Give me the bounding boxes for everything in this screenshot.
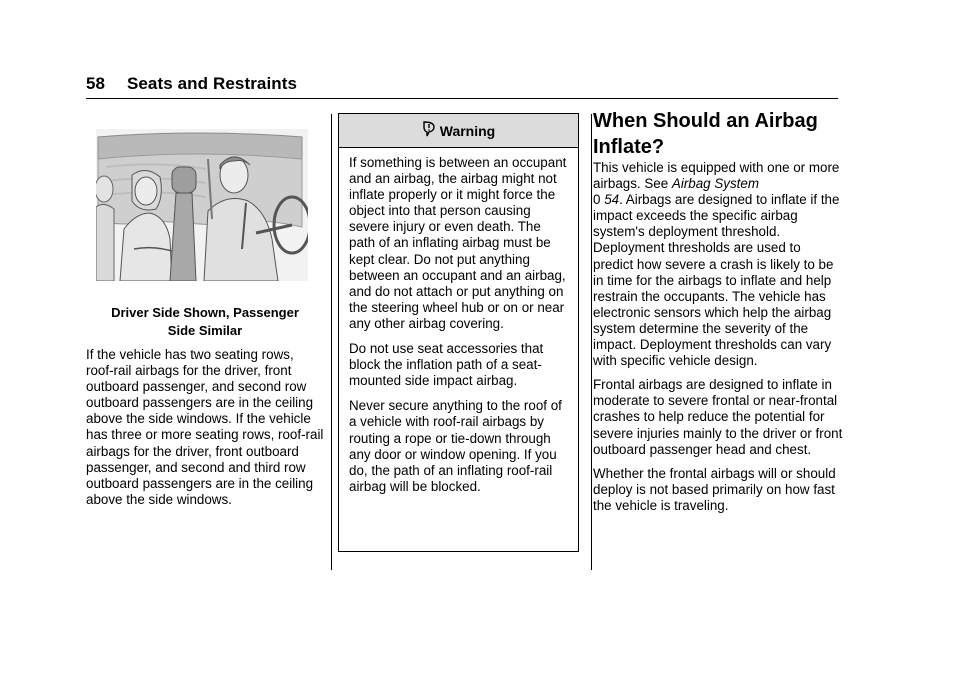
caption-line: Driver Side Shown, Passenger bbox=[111, 305, 299, 320]
body-paragraph: Whether the frontal airbags will or should deploy is not based primarily on how fast the vehicle is traveling. bbox=[593, 465, 836, 513]
page-number: 58 bbox=[86, 74, 106, 93]
body-paragraph: Frontal airbags are designed to inflate in moderate to severe frontal or near-frontal crashes to help reduce the potential for severe injuries mainly to the driver or front outboard passenger head and chest. bbox=[593, 377, 843, 457]
warning-title: Warning bbox=[439, 122, 496, 139]
airbag-illustration bbox=[96, 129, 308, 281]
warning-paragraph: Do not use seat accessories that block the inflation path of a seat-mounted side impact airbag. bbox=[349, 341, 544, 389]
body-paragraph bbox=[593, 160, 843, 369]
text-run: This vehicle is equipped with one or more airbags. See bbox=[593, 160, 840, 192]
header-rule bbox=[86, 98, 838, 99]
column-divider bbox=[331, 114, 332, 570]
warning-box bbox=[338, 113, 579, 552]
caption-line: Side Similar bbox=[167, 323, 243, 338]
page-ref-icon: 0 bbox=[593, 192, 601, 208]
column-divider bbox=[591, 114, 592, 570]
body-paragraph: If the vehicle has two seating rows, roof-rail airbags for the driver, front outboard passenger, and second row outboard passengers are in the ceiling above the side windows. If the vehicle has three or more seating rows, roof-rail airbags for the driver, front outboard passenger, and second and third row outboard passengers are in the ceiling above the side windows. bbox=[86, 347, 324, 507]
section-title: Seats and Restraints bbox=[126, 74, 298, 93]
right-column bbox=[593, 160, 843, 522]
warning-body bbox=[339, 148, 578, 495]
page-header bbox=[86, 74, 838, 94]
warning-header bbox=[339, 114, 578, 148]
text-run: . Airbags are designed to inflate if the impact exceeds the specific airbag system's deployment threshold. Deployment thresholds are used to predict how severe a crash is likely to be in time for the airbags to inflate and help restrain the occupants. The vehicle has electronic sensors which help the airbag system determine the severity of the impact. Deployment thresholds can vary with specific vehicle design. bbox=[593, 192, 840, 369]
section-heading: When Should an Airbag Inflate? bbox=[593, 110, 818, 158]
warning-paragraph: If something is between an occupant and an airbag, the airbag might not inflate properly or it might force the object into that person causing severe injury or even death. The path of an inflating airbag must be kept clear. Do not put anything between an occupant and an airbag, and do not attach or put anything on the steering wheel hub or on or near any other airbag covering. bbox=[349, 155, 567, 331]
page-ref-number[interactable]: 54 bbox=[604, 192, 620, 208]
warning-icon bbox=[422, 121, 436, 141]
figure-caption bbox=[86, 304, 324, 340]
warning-paragraph: Never secure anything to the roof of a vehicle with roof-rail airbags by routing a rope or tie-down through any door or window opening. If you do, the path of an inflating roof-rail airbag will be blocked. bbox=[349, 398, 562, 494]
cross-reference-link[interactable]: Airbag System bbox=[671, 176, 759, 192]
